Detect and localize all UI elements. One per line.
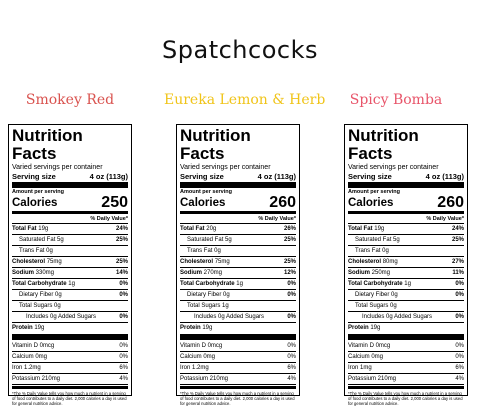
nutrient-row-cholesterol bbox=[12, 257, 128, 268]
nutrient-name: Trans Fat bbox=[187, 248, 213, 254]
daily-value-percent: 6% bbox=[287, 365, 296, 371]
nutrient-row-vitamin-d bbox=[348, 341, 464, 352]
nutrient-name: Saturated Fat bbox=[355, 237, 392, 243]
nutrient-amount: 0g bbox=[46, 248, 53, 254]
nutrient-amount: 0g bbox=[223, 292, 230, 298]
nutrient-name: Includes 0g Added Sugars bbox=[362, 314, 433, 320]
nutrient-name: Sodium bbox=[12, 270, 34, 276]
nutrition-facts-heading: Nutrition Facts bbox=[348, 126, 419, 163]
divider-thick bbox=[180, 182, 296, 188]
nutrient-amount: 80mg bbox=[382, 259, 398, 265]
nutrient-amount: 19g bbox=[374, 226, 385, 232]
nutrient-amount: 0g bbox=[391, 292, 398, 298]
daily-value-percent: 14% bbox=[115, 270, 128, 276]
divider-thick bbox=[12, 334, 128, 340]
calories-row bbox=[348, 196, 464, 210]
divider-thick bbox=[12, 182, 128, 188]
nutrient-name: Dietary Fiber bbox=[19, 292, 54, 298]
nutrient-name: Total Sugars bbox=[355, 303, 389, 309]
nutrient-row-added-sugars bbox=[348, 312, 464, 323]
nutrient-row-total-sugars bbox=[12, 301, 128, 312]
nutrient-row-fiber bbox=[348, 290, 464, 301]
nutrient-row-total-carb bbox=[180, 279, 296, 290]
flavor-name: Smokey Red bbox=[25, 92, 115, 108]
nutrient-row-total-sugars bbox=[180, 301, 296, 312]
serving-size-label: Serving size bbox=[348, 172, 392, 181]
footnote: *The % Daily Value tells you how much a nutrient in a serving of food contributes to a daily diet. 2,000 calories a day is used for general nutrition advice. bbox=[180, 391, 295, 406]
nutrient-name: Vitamin D 0mcg bbox=[348, 343, 391, 349]
daily-value-percent: 0% bbox=[119, 281, 128, 287]
nutrient-amount: 0g bbox=[55, 292, 62, 298]
daily-value-percent: 0% bbox=[287, 292, 296, 298]
footnote: *The % Daily Value tells you how much a nutrient in a serving of food contributes to a daily diet. 2,000 calories a day is used for general nutrition advice. bbox=[348, 391, 463, 406]
daily-value-percent: 27% bbox=[451, 259, 464, 265]
nutrient-row-sat-fat bbox=[348, 235, 464, 246]
nutrient-name: Total Carbohydrate bbox=[12, 281, 67, 287]
calories-row bbox=[180, 196, 296, 210]
divider-medium bbox=[348, 386, 464, 389]
nutrient-amount: 75mg bbox=[46, 259, 62, 265]
nutrient-amount: 5g bbox=[225, 237, 232, 243]
nutrient-name: Vitamin D 0mcg bbox=[12, 343, 55, 349]
nutrient-row-calcium bbox=[12, 352, 128, 363]
daily-value-percent: 25% bbox=[283, 259, 296, 265]
serving-size bbox=[348, 172, 464, 181]
daily-value-percent: 25% bbox=[115, 259, 128, 265]
daily-value-header: % Daily Value* bbox=[12, 215, 128, 224]
calories-value: 250 bbox=[101, 194, 128, 211]
nutrient-amount: 250mg bbox=[371, 270, 391, 276]
nutrient-row-protein bbox=[348, 323, 464, 333]
nutrient-row-fiber bbox=[12, 290, 128, 301]
nutrient-row-total-carb bbox=[12, 279, 128, 290]
nutrient-row-sat-fat bbox=[12, 235, 128, 246]
nutrient-row-vitamin-d bbox=[12, 341, 128, 352]
nutrient-name: Sodium bbox=[180, 270, 202, 276]
divider-medium bbox=[180, 211, 296, 214]
nutrient-row-potassium bbox=[348, 374, 464, 385]
servings-per-container: Varied servings per container bbox=[348, 164, 439, 171]
daily-value-percent: 0% bbox=[119, 292, 128, 298]
nutrient-name: Saturated Fat bbox=[19, 237, 56, 243]
nutrient-name: Total Sugars bbox=[19, 303, 53, 309]
calories-label: Calories bbox=[180, 197, 226, 209]
serving-size-label: Serving size bbox=[12, 172, 56, 181]
nutrition-facts-label bbox=[176, 124, 300, 406]
daily-value-percent: 0% bbox=[287, 343, 296, 349]
nutrient-amount: 75mg bbox=[214, 259, 230, 265]
nutrient-row-total-sugars bbox=[348, 301, 464, 312]
nutrient-name: Calcium 0mg bbox=[348, 354, 384, 360]
daily-value-percent: 25% bbox=[283, 237, 296, 243]
nutrient-name: Vitamin D 0mcg bbox=[180, 343, 223, 349]
nutrient-name: Total Fat bbox=[12, 226, 37, 232]
nutrient-name: Total Fat bbox=[180, 226, 205, 232]
daily-value-percent: 0% bbox=[287, 281, 296, 287]
nutrient-row-fiber bbox=[180, 290, 296, 301]
nutrient-amount: 270mg bbox=[203, 270, 223, 276]
servings-per-container: Varied servings per container bbox=[12, 164, 103, 171]
daily-value-percent: 0% bbox=[455, 314, 464, 320]
daily-value-percent: 6% bbox=[455, 365, 464, 371]
nutrient-row-potassium bbox=[180, 374, 296, 385]
daily-value-percent: 0% bbox=[455, 292, 464, 298]
calories-label: Calories bbox=[348, 197, 394, 209]
nutrient-name: Cholesterol bbox=[180, 259, 214, 265]
nutrient-row-cholesterol bbox=[180, 257, 296, 268]
nutrient-name: Dietary Fiber bbox=[355, 292, 390, 298]
daily-value-percent: 0% bbox=[119, 354, 128, 360]
nutrient-name: Potassium 210mg bbox=[180, 376, 229, 382]
serving-size-value: 4 oz (113g) bbox=[89, 172, 128, 181]
nutrient-row-iron bbox=[12, 363, 128, 374]
nutrition-facts-heading: Nutrition Facts bbox=[12, 126, 83, 163]
daily-value-percent: 0% bbox=[455, 343, 464, 349]
daily-value-percent: 11% bbox=[452, 270, 464, 276]
divider-medium bbox=[180, 386, 296, 389]
nutrient-name: Cholesterol bbox=[12, 259, 46, 265]
nutrient-amount: 19g bbox=[202, 325, 213, 331]
nutrient-name: Calcium 0mg bbox=[12, 354, 48, 360]
nutrient-amount: 1g bbox=[68, 281, 75, 287]
nutrient-row-total-fat bbox=[348, 224, 464, 235]
serving-size-label: Serving size bbox=[180, 172, 224, 181]
daily-value-percent: 25% bbox=[451, 237, 464, 243]
nutrient-row-total-carb bbox=[348, 279, 464, 290]
nutrition-facts-heading: Nutrition Facts bbox=[180, 126, 251, 163]
nutrient-amount: 0g bbox=[382, 248, 389, 254]
nutrient-amount: 19g bbox=[38, 226, 49, 232]
serving-size-value: 4 oz (113g) bbox=[257, 172, 296, 181]
calories-value: 260 bbox=[269, 194, 296, 211]
nutrient-amount: 5g bbox=[393, 237, 400, 243]
nutrient-row-protein bbox=[180, 323, 296, 333]
servings-per-container: Varied servings per container bbox=[180, 164, 271, 171]
nutrient-row-sodium bbox=[12, 268, 128, 279]
nutrient-row-total-fat bbox=[180, 224, 296, 235]
daily-value-percent: 0% bbox=[455, 281, 464, 287]
nutrient-name: Trans Fat bbox=[355, 248, 381, 254]
nutrient-row-calcium bbox=[348, 352, 464, 363]
nutrient-row-iron bbox=[180, 363, 296, 374]
serving-size-value: 4 oz (113g) bbox=[425, 172, 464, 181]
divider-thick bbox=[180, 334, 296, 340]
nutrient-name: Dietary Fiber bbox=[187, 292, 222, 298]
nutrient-name: Total Carbohydrate bbox=[348, 281, 403, 287]
nutrition-facts-label bbox=[8, 124, 132, 406]
nutrient-name: Includes 0g Added Sugars bbox=[26, 314, 97, 320]
nutrient-amount: 330mg bbox=[35, 270, 55, 276]
daily-value-percent: 26% bbox=[283, 226, 296, 232]
nutrient-name: Iron 1mg bbox=[348, 365, 372, 371]
nutrient-amount: 19g bbox=[370, 325, 381, 331]
daily-value-header: % Daily Value* bbox=[180, 215, 296, 224]
amount-per-serving: Amount per serving bbox=[12, 189, 64, 195]
nutrient-amount: 0g bbox=[214, 248, 221, 254]
nutrient-name: Total Fat bbox=[348, 226, 373, 232]
nutrient-row-calcium bbox=[180, 352, 296, 363]
nutrient-row-sat-fat bbox=[180, 235, 296, 246]
daily-value-percent: 0% bbox=[287, 314, 296, 320]
footnote: *The % Daily Value tells you how much a nutrient in a serving of food contributes to a daily diet. 2,000 calories a day is used for general nutrition advice. bbox=[12, 391, 127, 406]
nutrient-name: Protein bbox=[12, 325, 33, 331]
flavor-name: Eureka Lemon & Herb bbox=[164, 92, 326, 108]
daily-value-percent: 0% bbox=[455, 354, 464, 360]
daily-value-percent: 0% bbox=[119, 343, 128, 349]
daily-value-percent: 4% bbox=[287, 376, 296, 382]
nutrient-row-cholesterol bbox=[348, 257, 464, 268]
nutrient-amount: 0g bbox=[54, 303, 61, 309]
divider-medium bbox=[12, 211, 128, 214]
nutrient-amount: 19g bbox=[34, 325, 45, 331]
divider-medium bbox=[12, 386, 128, 389]
nutrient-row-trans-fat bbox=[12, 246, 128, 257]
nutrient-row-vitamin-d bbox=[180, 341, 296, 352]
nutrient-name: Trans Fat bbox=[19, 248, 45, 254]
nutrient-name: Cholesterol bbox=[348, 259, 382, 265]
daily-value-percent: 4% bbox=[119, 376, 128, 382]
nutrient-name: Protein bbox=[348, 325, 369, 331]
daily-value-percent: 0% bbox=[119, 314, 128, 320]
nutrient-row-added-sugars bbox=[180, 312, 296, 323]
nutrient-row-sodium bbox=[348, 268, 464, 279]
nutrient-name: Calcium 0mg bbox=[180, 354, 216, 360]
nutrient-name: Saturated Fat bbox=[187, 237, 224, 243]
calories-row bbox=[12, 196, 128, 210]
amount-per-serving: Amount per serving bbox=[180, 189, 232, 195]
nutrient-row-total-fat bbox=[12, 224, 128, 235]
nutrient-amount: 1g bbox=[404, 281, 411, 287]
nutrient-name: Total Sugars bbox=[187, 303, 221, 309]
calories-value: 260 bbox=[437, 194, 464, 211]
flavor-name: Spicy Bomba bbox=[349, 92, 443, 108]
divider-medium bbox=[348, 211, 464, 214]
divider-thick bbox=[348, 182, 464, 188]
nutrient-amount: 5g bbox=[57, 237, 64, 243]
nutrient-name: Potassium 210mg bbox=[348, 376, 397, 382]
daily-value-percent: 12% bbox=[283, 270, 296, 276]
nutrient-row-sodium bbox=[180, 268, 296, 279]
calories-label: Calories bbox=[12, 197, 58, 209]
daily-value-percent: 6% bbox=[119, 365, 128, 371]
serving-size bbox=[180, 172, 296, 181]
nutrient-name: Protein bbox=[180, 325, 201, 331]
nutrient-amount: 1g bbox=[222, 303, 229, 309]
page-title: Spatchcocks bbox=[162, 36, 318, 64]
nutrition-facts-label bbox=[344, 124, 468, 406]
nutrient-amount: 0g bbox=[390, 303, 397, 309]
nutrient-row-trans-fat bbox=[180, 246, 296, 257]
nutrient-row-potassium bbox=[12, 374, 128, 385]
amount-per-serving: Amount per serving bbox=[348, 189, 400, 195]
daily-value-percent: 4% bbox=[455, 376, 464, 382]
nutrient-amount: 1g bbox=[236, 281, 243, 287]
nutrient-name: Iron 1.2mg bbox=[180, 365, 209, 371]
nutrient-row-iron bbox=[348, 363, 464, 374]
nutrient-row-protein bbox=[12, 323, 128, 333]
serving-size bbox=[12, 172, 128, 181]
daily-value-percent: 24% bbox=[115, 226, 128, 232]
daily-value-percent: 25% bbox=[115, 237, 128, 243]
daily-value-header: % Daily Value* bbox=[348, 215, 464, 224]
nutrient-row-trans-fat bbox=[348, 246, 464, 257]
nutrient-row-added-sugars bbox=[12, 312, 128, 323]
nutrient-name: Potassium 210mg bbox=[12, 376, 61, 382]
nutrient-name: Total Carbohydrate bbox=[180, 281, 235, 287]
nutrient-name: Includes 0g Added Sugars bbox=[194, 314, 265, 320]
nutrient-amount: 20g bbox=[206, 226, 217, 232]
divider-thick bbox=[348, 334, 464, 340]
nutrient-name: Sodium bbox=[348, 270, 370, 276]
daily-value-percent: 24% bbox=[451, 226, 464, 232]
daily-value-percent: 0% bbox=[287, 354, 296, 360]
nutrient-name: Iron 1.2mg bbox=[12, 365, 41, 371]
